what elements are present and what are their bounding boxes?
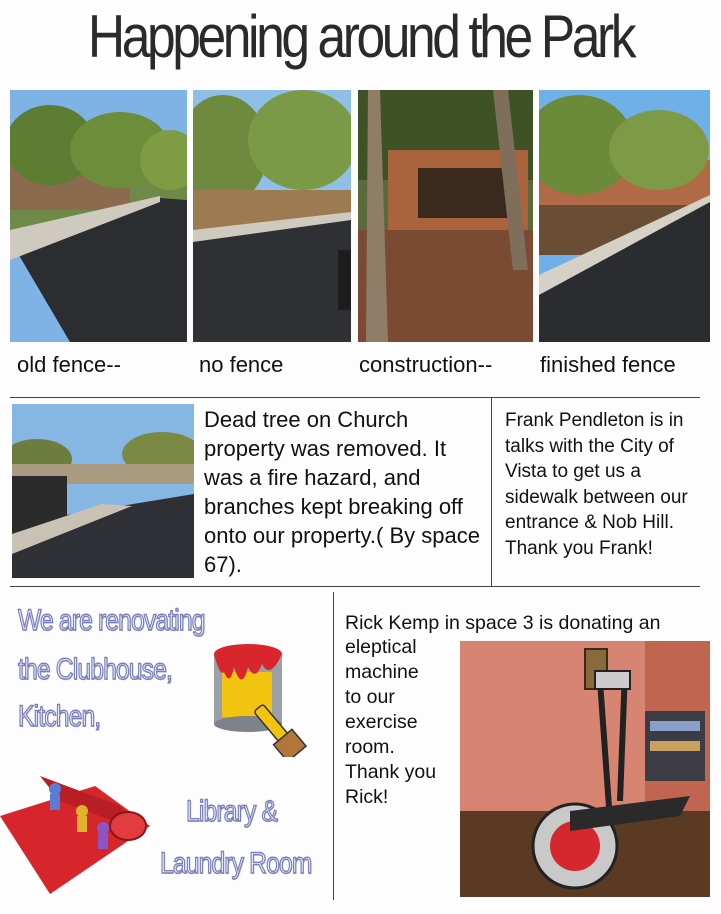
paint-can-icon [210, 632, 320, 757]
tree-removed-photo [12, 404, 194, 578]
photo-caption-no-fence: no fence [199, 352, 284, 377]
renovation-line-5: Laundry Room [160, 847, 312, 880]
donation-line: eleptical [345, 636, 417, 658]
page-title: Happening around the Park [87, 3, 634, 70]
photo-caption-finished-fence: finished fence [540, 352, 676, 377]
construction-photo [358, 90, 533, 342]
sidewalk-notice: Frank Pendleton is in talks with the City of Vista to get us a sidewalk between our entrance & Nob Hill. Thank you Frank! [505, 410, 688, 559]
carpet-roll-icon [0, 756, 152, 896]
divider [10, 397, 700, 398]
donation-line: to our [345, 686, 395, 708]
tree-removal-notice: Dead tree on Church property was removed. It was a fire hazard, and branches kept breaking off onto our property.( By space 67). [204, 407, 480, 577]
donation-first-line: Rick Kemp in space 3 is donating an [345, 612, 661, 634]
elliptical-machine-photo [460, 641, 710, 897]
no-fence-photo [193, 90, 351, 342]
renovation-line-3: Kitchen, [18, 700, 101, 733]
renovation-line-2: the Clubhouse, [18, 653, 173, 686]
renovation-line-1: We are renovating [18, 604, 205, 637]
donation-line: Thank you [345, 761, 437, 783]
photo-caption-construction: construction-- [359, 352, 493, 377]
donation-line: room. [345, 736, 395, 758]
old-fence-photo [10, 90, 187, 342]
donation-line: exercise [345, 711, 418, 733]
donation-line: Rick! [345, 786, 389, 808]
finished-fence-photo [539, 90, 710, 342]
photo-caption-old-fence: old fence-- [17, 352, 121, 377]
divider [10, 586, 700, 587]
divider [333, 592, 334, 900]
renovation-line-4: Library & [186, 795, 278, 828]
donation-line: machine [345, 661, 419, 683]
divider [491, 398, 492, 586]
